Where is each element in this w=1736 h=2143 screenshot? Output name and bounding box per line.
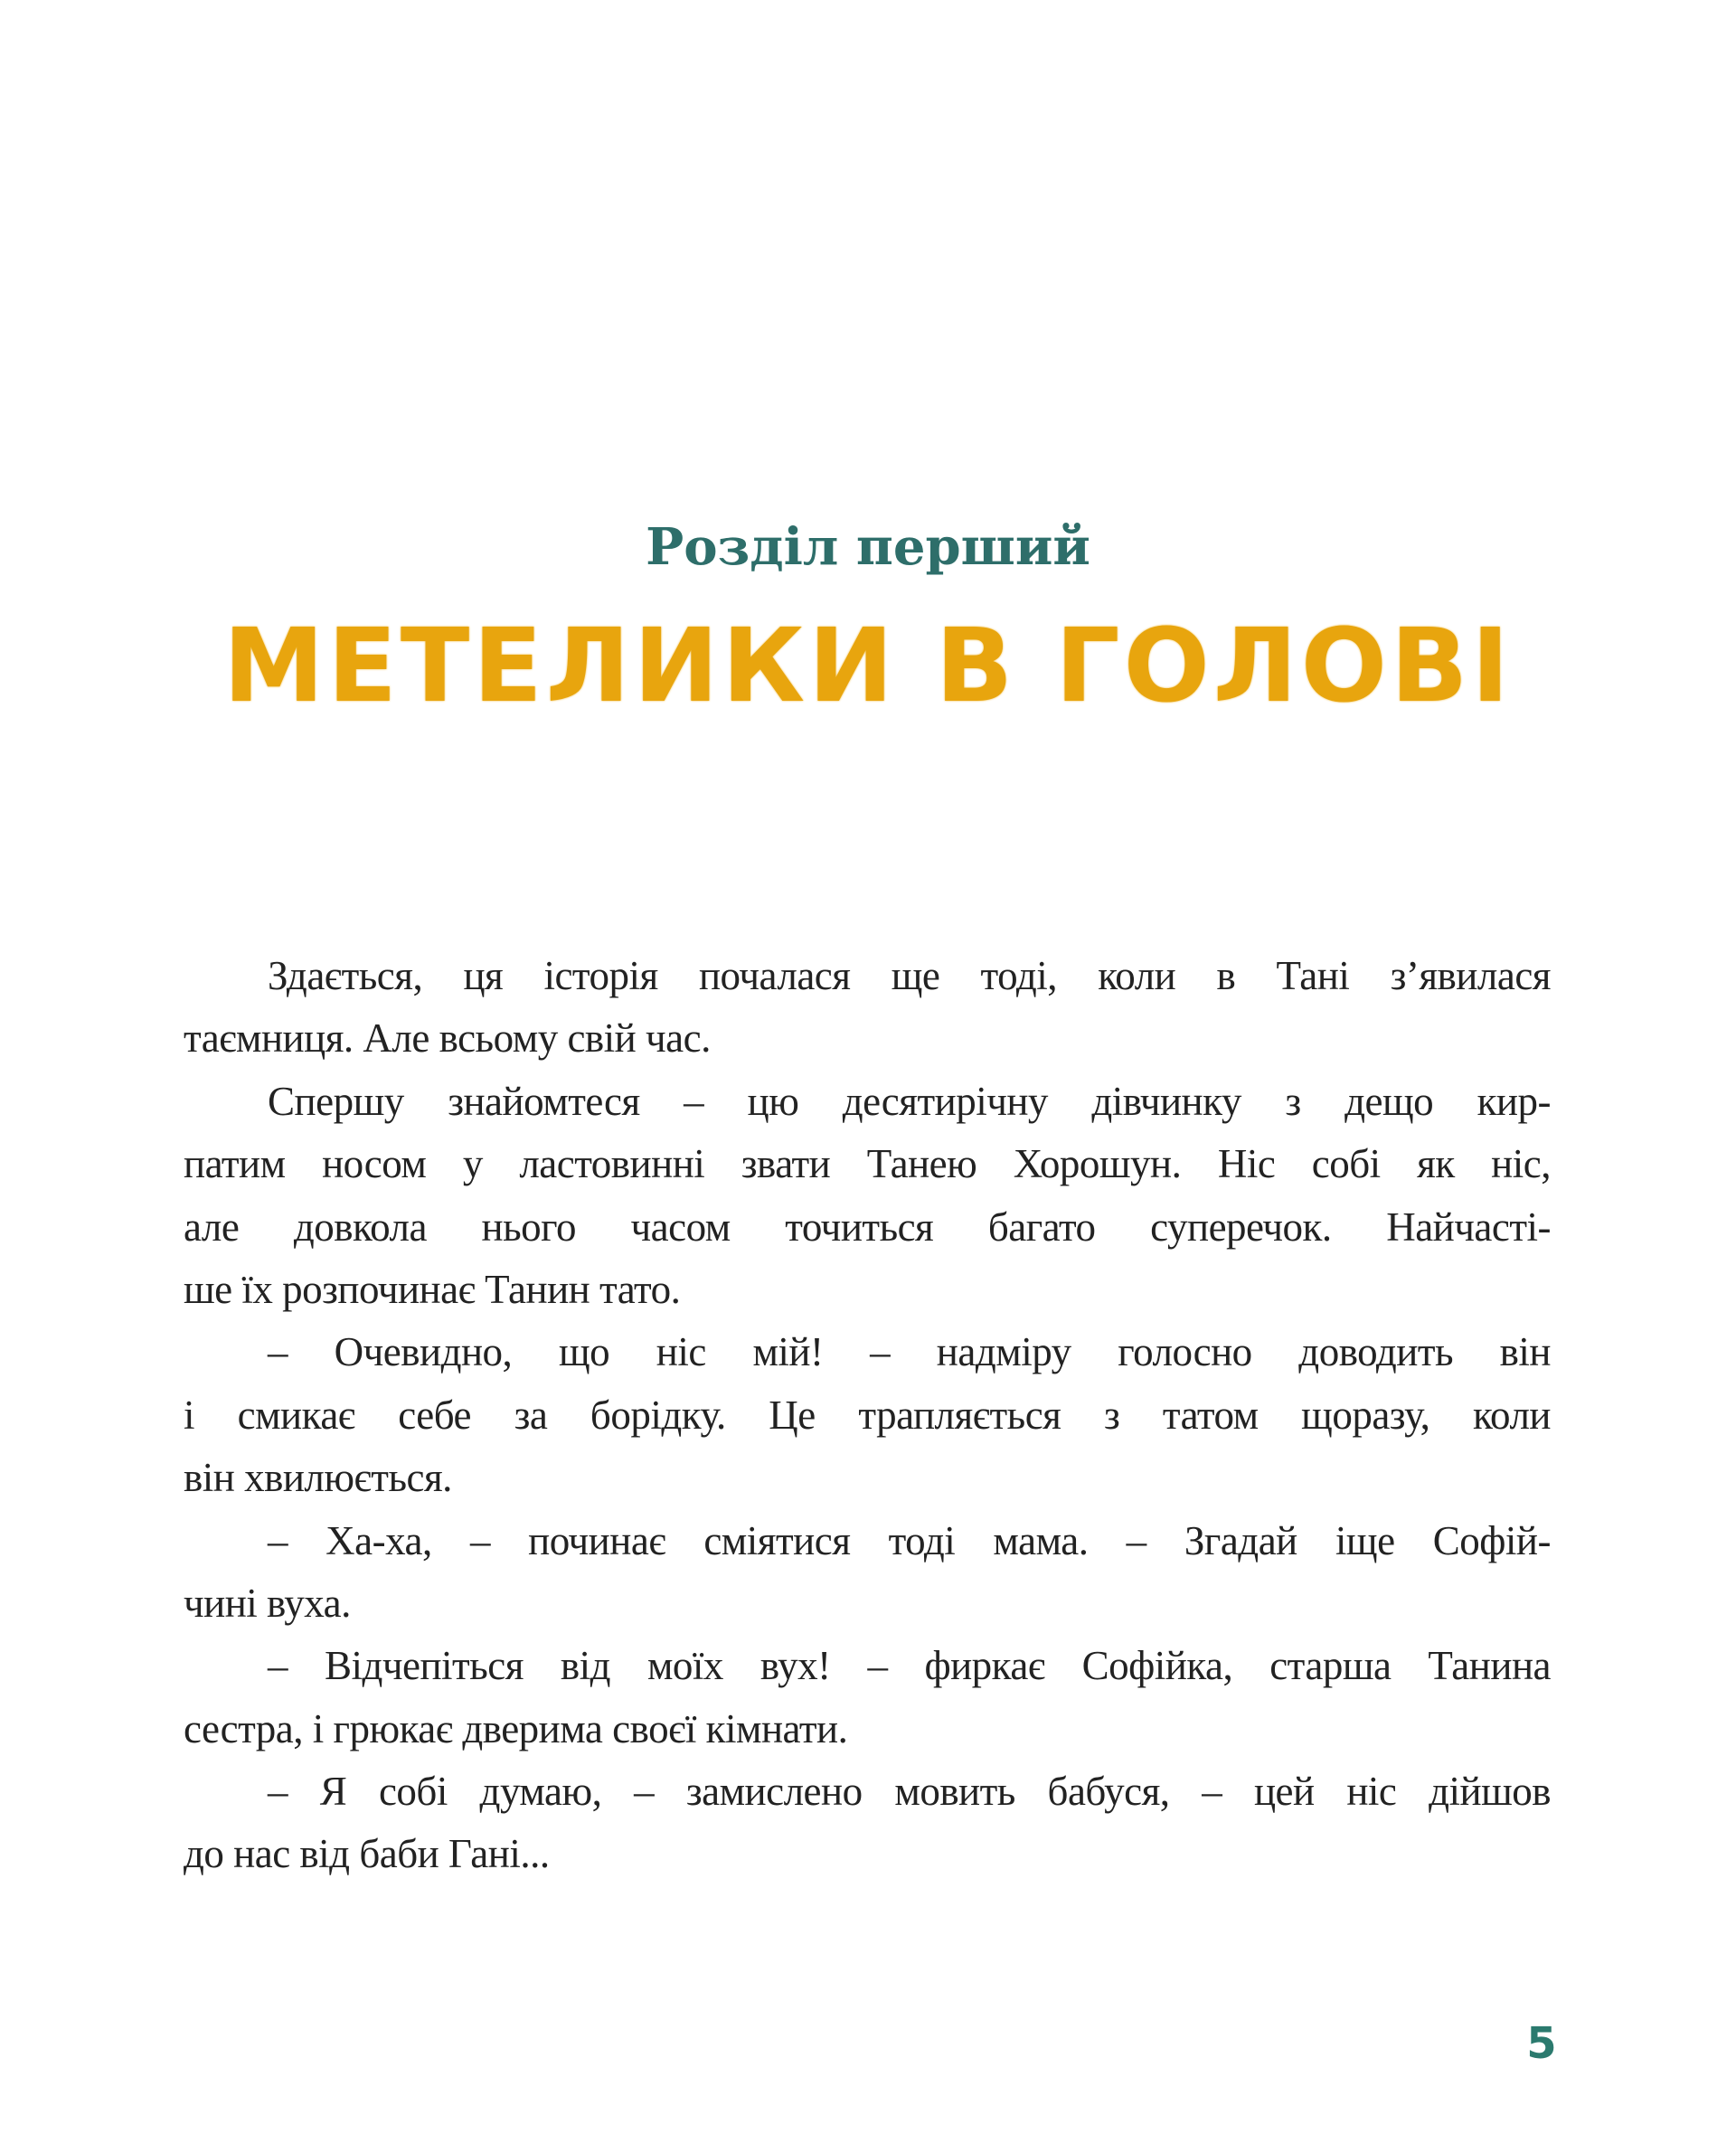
text-line: але довкола нього часом точиться багато суперечок. Найчасті- [184, 1204, 1551, 1250]
body-text [184, 945, 1551, 1886]
text-line: – Відчепіться від моїх вух! – фиркає Софійка, старша Танина [268, 1643, 1551, 1689]
page-number: 5 [1526, 2018, 1557, 2069]
text-line: чині вуха. [184, 1580, 351, 1626]
text-line: Спершу знайомтеся – цю десятирічну дівчинку з дещо кир- [268, 1078, 1551, 1124]
text-line: і смикає себе за борідку. Це трапляється з татом щоразу, коли [184, 1392, 1551, 1438]
text-line: патим носом у ластовинні звати Танею Хорошун. Ніс собі як ніс, [184, 1141, 1551, 1187]
text-line: Здається, ця історія почалася ще тоді, коли в Тані з’явилася [268, 953, 1551, 998]
chapter-label: Розділ перший [646, 517, 1090, 577]
text-line: до нас від баби Гані... [184, 1831, 550, 1877]
chapter-title: МЕТЕЛИКИ В ГОЛОВІ [222, 608, 1514, 725]
text-line: ше їх розпочинає Танин тато. [184, 1266, 681, 1312]
text-line: – Я собі думаю, – замислено мовить бабуся, – цей ніс дійшов [268, 1769, 1551, 1815]
text-line: – Ха-ха, – починає сміятися тоді мама. – Згадай іще Софій- [268, 1517, 1551, 1563]
text-line: – Очевидно, що ніс мій! – надміру голосно доводить він [268, 1329, 1551, 1375]
text-line: він хвилюється. [184, 1455, 452, 1501]
text-line: сестра, і грюкає дверима своєї кімнати. [184, 1705, 848, 1751]
text-line: таємниця. Але всьому свій час. [184, 1015, 711, 1062]
